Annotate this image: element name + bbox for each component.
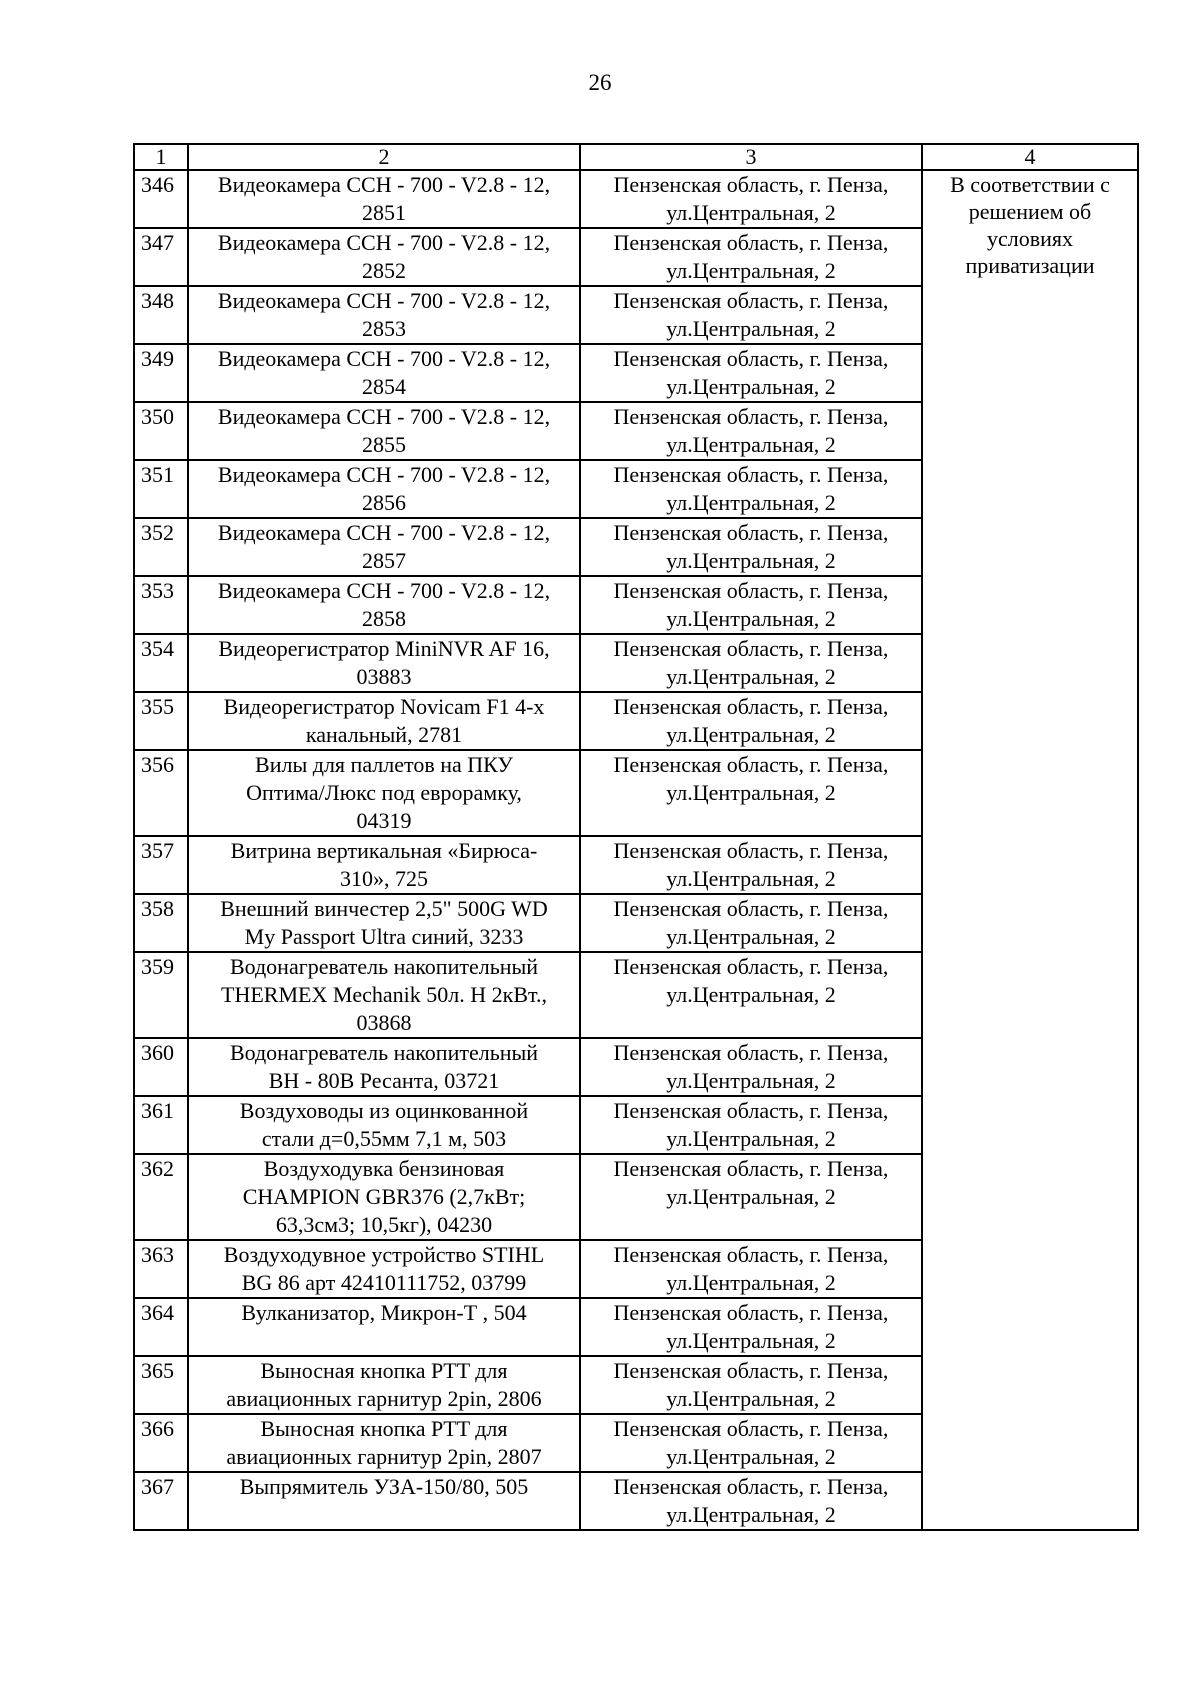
privatization-note-line: приватизации [965,253,1095,278]
item-name-line: Воздуходувка бензиновая [263,1156,505,1181]
item-address-cell [580,836,922,894]
item-name-line: 2856 [362,490,406,515]
item-name-line: Водонагреватель накопительный [229,1040,539,1065]
item-name-cell [188,1414,580,1472]
row-number: 365 [134,1356,188,1414]
item-name-line: My Passport Ultra синий, 3233 [244,924,524,949]
item-address-cell [580,576,922,634]
item-address-line: Пензенская область, г. Пенза, [613,1416,889,1441]
item-address-line: Пензенская область, г. Пенза, [613,838,889,863]
item-address-cell [580,518,922,576]
item-name-cell [188,1240,580,1298]
row-number: 349 [134,344,188,402]
item-name-cell [188,1356,580,1414]
item-name-line: Воздуходувное устройство STIHL [223,1242,545,1267]
row-number: 350 [134,402,188,460]
property-table [133,143,1139,1531]
item-name-line: 03868 [356,1010,412,1035]
item-name-line: 310», 725 [340,866,428,891]
item-name-line: 2852 [362,258,406,283]
item-name-cell [188,170,580,228]
row-number: 348 [134,286,188,344]
row-number: 352 [134,518,188,576]
item-address-cell [580,1240,922,1298]
item-name-cell [188,634,580,692]
item-address-cell [580,170,922,228]
item-address-line: ул.Центральная, 2 [666,1502,836,1527]
item-name-line: Воздуховоды из оцинкованной [239,1098,529,1123]
item-name-line: 2855 [362,432,406,457]
item-name-line: 04319 [356,808,412,833]
item-name-line: 2851 [362,200,406,225]
item-address-line: Пензенская область, г. Пенза, [613,230,889,255]
item-address-line: Пензенская область, г. Пенза, [613,578,889,603]
item-name-line: Внешний винчестер 2,5" 500G WD [220,896,548,921]
item-name-line: 63,3см3; 10,5кг), 04230 [275,1212,493,1237]
privatization-note-line: В соответствии с [950,172,1110,197]
item-address-line: ул.Центральная, 2 [666,1328,836,1353]
row-number: 361 [134,1096,188,1154]
item-address-line: Пензенская область, г. Пенза, [613,404,889,429]
item-address-cell [580,894,922,952]
row-number: 359 [134,952,188,1038]
item-name-line: Видеорегистратор Novicam F1 4-х [223,694,545,719]
item-name-cell [188,1038,580,1096]
row-number: 362 [134,1154,188,1240]
item-address-line: Пензенская область, г. Пенза, [613,288,889,313]
item-name-line: Видеорегистратор MiniNVR AF 16, [218,636,550,661]
item-name-line: Выпрямитель УЗА-150/80, 505 [239,1474,529,1499]
item-address-line: ул.Центральная, 2 [666,1068,836,1093]
item-name-cell [188,1154,580,1240]
item-name-line: стали д=0,55мм 7,1 м, 503 [261,1126,507,1151]
item-name-line: CHAMPION GBR376 (2,7кВт; [242,1184,526,1209]
item-address-line: ул.Центральная, 2 [666,924,836,949]
item-name-cell [188,1472,580,1530]
item-name-line: авиационных гарнитур 2pin, 2807 [226,1444,542,1469]
item-address-line: ул.Центральная, 2 [666,664,836,689]
item-name-cell [188,1298,580,1356]
item-name-line: 2857 [362,548,406,573]
item-name-cell [188,836,580,894]
item-address-line: ул.Центральная, 2 [666,258,836,283]
item-name-line: 2854 [362,374,406,399]
item-address-line: Пензенская область, г. Пенза, [613,1358,889,1383]
item-address-line: Пензенская область, г. Пенза, [613,462,889,487]
item-name-line: Выносная кнопка PTT для [260,1358,508,1383]
item-address-cell [580,402,922,460]
item-address-cell [580,952,922,1038]
item-name-line: канальный, 2781 [305,722,463,747]
item-address-line: ул.Центральная, 2 [666,1444,836,1469]
row-number: 355 [134,692,188,750]
item-name-line: THERMEX Mechanik 50л. Н 2кВт., [221,982,547,1007]
item-name-line: Видеокамера CCH - 700 - V2.8 - 12, [217,578,551,603]
row-number: 366 [134,1414,188,1472]
item-address-cell [580,1038,922,1096]
item-name-cell [188,228,580,286]
item-name-cell [188,1096,580,1154]
item-name-line: Витрина вертикальная «Бирюса- [230,838,538,863]
item-name-line: Вилы для паллетов на ПКУ [255,752,513,777]
item-name-line: Выносная кнопка PTT для [260,1416,508,1441]
item-name-cell [188,576,580,634]
item-name-line: Видеокамера CCH - 700 - V2.8 - 12, [217,172,551,197]
item-address-line: ул.Центральная, 2 [666,200,836,225]
item-address-cell [580,692,922,750]
item-address-cell [580,286,922,344]
header-col-2: 2 [188,144,580,170]
item-address-cell [580,1472,922,1530]
row-number: 367 [134,1472,188,1530]
item-address-line: Пензенская область, г. Пенза, [613,694,889,719]
item-address-line: Пензенская область, г. Пенза, [613,346,889,371]
item-name-line: Видеокамера CCH - 700 - V2.8 - 12, [217,230,551,255]
item-name-cell [188,952,580,1038]
item-name-line: 03883 [356,664,412,689]
item-address-line: ул.Центральная, 2 [666,606,836,631]
row-number: 351 [134,460,188,518]
privatization-note-cell [922,170,1138,1530]
item-name-line: BG 86 арт 42410111752, 03799 [241,1270,527,1295]
item-name-line: 2858 [362,606,406,631]
item-name-cell [188,518,580,576]
item-address-line: Пензенская область, г. Пенза, [613,1242,889,1267]
item-name-cell [188,286,580,344]
item-address-line: ул.Центральная, 2 [666,982,836,1007]
item-address-line: Пензенская область, г. Пенза, [613,172,889,197]
item-address-cell [580,1414,922,1472]
item-name-cell [188,460,580,518]
item-address-line: Пензенская область, г. Пенза, [613,1040,889,1065]
item-address-cell [580,1096,922,1154]
item-address-line: Пензенская область, г. Пенза, [613,1474,889,1499]
item-address-line: ул.Центральная, 2 [666,866,836,891]
item-address-line: Пензенская область, г. Пенза, [613,954,889,979]
row-number: 364 [134,1298,188,1356]
row-number: 357 [134,836,188,894]
item-address-line: Пензенская область, г. Пенза, [613,752,889,777]
table-row [134,170,1138,228]
item-address-cell [580,750,922,836]
row-number: 360 [134,1038,188,1096]
item-address-line: Пензенская область, г. Пенза, [613,1156,889,1181]
item-address-line: ул.Центральная, 2 [666,432,836,457]
item-name-line: Видеокамера CCH - 700 - V2.8 - 12, [217,346,551,371]
item-name-line: 2853 [362,316,406,341]
item-address-line: Пензенская область, г. Пенза, [613,520,889,545]
row-number: 347 [134,228,188,286]
header-col-1: 1 [134,144,188,170]
privatization-note-line: решением об [968,199,1092,224]
item-name-cell [188,750,580,836]
item-address-cell [580,1356,922,1414]
item-address-line: ул.Центральная, 2 [666,1184,836,1209]
item-address-line: ул.Центральная, 2 [666,374,836,399]
item-address-line: ул.Центральная, 2 [666,548,836,573]
item-name-cell [188,344,580,402]
item-address-cell [580,228,922,286]
row-number: 358 [134,894,188,952]
item-name-cell [188,692,580,750]
header-col-3: 3 [580,144,922,170]
item-name-line: ВН - 80В Ресанта, 03721 [268,1068,500,1093]
item-address-line: ул.Центральная, 2 [666,722,836,747]
row-number: 354 [134,634,188,692]
row-number: 356 [134,750,188,836]
row-number: 363 [134,1240,188,1298]
row-number: 346 [134,170,188,228]
item-address-line: ул.Центральная, 2 [666,780,836,805]
row-number: 353 [134,576,188,634]
item-name-cell [188,402,580,460]
page-number: 26 [588,70,612,95]
item-name-line: авиационных гарнитур 2pin, 2806 [226,1386,542,1411]
item-address-cell [580,634,922,692]
item-name-line: Оптима/Люкс под еврорамку, [246,780,522,805]
item-address-line: Пензенская область, г. Пенза, [613,896,889,921]
item-address-line: ул.Центральная, 2 [666,1126,836,1151]
table-header-row [134,144,1138,170]
item-name-line: Видеокамера CCH - 700 - V2.8 - 12, [217,520,551,545]
item-address-line: ул.Центральная, 2 [666,1386,836,1411]
item-address-line: Пензенская область, г. Пенза, [613,1098,889,1123]
item-address-line: ул.Центральная, 2 [666,316,836,341]
item-address-line: ул.Центральная, 2 [666,490,836,515]
item-name-line: Видеокамера CCH - 700 - V2.8 - 12, [217,288,551,313]
item-address-line: ул.Центральная, 2 [666,1270,836,1295]
item-name-line: Водонагреватель накопительный [229,954,539,979]
item-name-cell [188,894,580,952]
item-address-line: Пензенская область, г. Пенза, [613,1300,889,1325]
item-address-cell [580,344,922,402]
item-address-line: Пензенская область, г. Пенза, [613,636,889,661]
item-name-line: Видеокамера CCH - 700 - V2.8 - 12, [217,404,551,429]
privatization-note-line: условиях [986,226,1074,251]
item-address-cell [580,1298,922,1356]
item-name-line: Вулканизатор, Микрон-Т , 504 [241,1300,527,1325]
item-address-cell [580,460,922,518]
item-address-cell [580,1154,922,1240]
header-col-4: 4 [922,144,1138,170]
item-name-line: Видеокамера CCH - 700 - V2.8 - 12, [217,462,551,487]
